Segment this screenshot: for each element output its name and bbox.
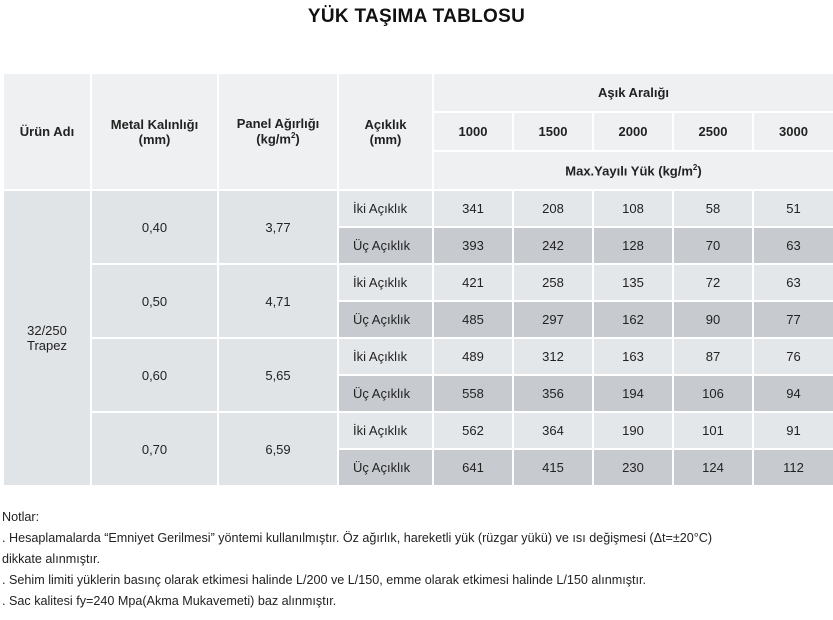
table-row xyxy=(3,264,833,301)
load-value: 76 xyxy=(753,338,833,375)
thickness-cell: 0,60 xyxy=(91,338,218,412)
load-value: 106 xyxy=(673,375,753,412)
header-panel-unit: $(kg/m^2)$ xyxy=(256,131,300,147)
span-type-label: Üç Açıklık xyxy=(338,375,433,412)
load-value: 163 xyxy=(593,338,673,375)
header-purlin-value: 2500 xyxy=(673,112,753,151)
header-metal-thickness xyxy=(91,73,218,190)
thickness-cell: 0,70 xyxy=(91,412,218,486)
load-value: 77 xyxy=(753,301,833,338)
span-type-label: Üç Açıklık xyxy=(338,301,433,338)
load-value: 87 xyxy=(673,338,753,375)
load-value: 258 xyxy=(513,264,593,301)
header-panel-label: Panel Ağırlığı xyxy=(236,116,320,132)
header-purlin-value: 1000 xyxy=(433,112,513,151)
load-value: 364 xyxy=(513,412,593,449)
notes-section xyxy=(2,507,830,612)
load-value: 415 xyxy=(513,449,593,486)
load-value: 94 xyxy=(753,375,833,412)
span-type-label: Üç Açıklık xyxy=(338,227,433,264)
load-value: 312 xyxy=(513,338,593,375)
note-line: . Hesaplamalarda “Emniyet Gerilmesi” yöntemi kullanılmıştır. Öz ağırlık, hareketli yük (rüzgar yükü) ve ısı değişmesi (Δt=±20°C) xyxy=(2,531,713,545)
load-value: 558 xyxy=(433,375,513,412)
note-line: dikkate alınmıştır. xyxy=(2,552,100,566)
load-value: 63 xyxy=(753,264,833,301)
load-value: 63 xyxy=(753,227,833,264)
table-row xyxy=(3,190,833,227)
load-value: 230 xyxy=(593,449,673,486)
product-name-cell xyxy=(3,190,91,486)
load-value: 242 xyxy=(513,227,593,264)
load-value: 72 xyxy=(673,264,753,301)
header-panel-weight xyxy=(218,73,338,190)
load-value: 421 xyxy=(433,264,513,301)
span-type-label: İki Açıklık xyxy=(338,338,433,375)
header-metal-label: Metal Kalınlığı xyxy=(110,116,199,132)
product-name-line1: 32/250 xyxy=(27,323,67,338)
page-title: YÜK TAŞIMA TABLOSU xyxy=(307,6,526,27)
load-value: 489 xyxy=(433,338,513,375)
weight-cell: 5,65 xyxy=(218,338,338,412)
load-value: 356 xyxy=(513,375,593,412)
thickness-cell: 0,50 xyxy=(91,264,218,338)
header-max-load: Max.Yayılı Yük $(kg/m^2)$ xyxy=(433,151,833,190)
note-line: . Sac kalitesi fy=240 Mpa(Akma Mukavemeti) baz alınmıştır. xyxy=(2,594,337,608)
load-value: 124 xyxy=(673,449,753,486)
header-span-unit: (mm) xyxy=(369,131,402,147)
load-value: 51 xyxy=(753,190,833,227)
thickness-cell: 0,40 xyxy=(91,190,218,264)
load-value: 641 xyxy=(433,449,513,486)
load-value: 341 xyxy=(433,190,513,227)
note-line: . Sehim limiti yüklerin basınç olarak etkimesi halinde L/200 ve L/150, emme olarak etkimesi halinde L/150 alınmıştır. xyxy=(2,573,646,587)
header-span-label: Açıklık xyxy=(364,116,407,132)
header-purlin-label: Aşık Aralığı xyxy=(597,85,670,100)
product-name-line2: Trapez xyxy=(27,338,67,353)
load-value: 70 xyxy=(673,227,753,264)
load-value: 128 xyxy=(593,227,673,264)
load-value: 58 xyxy=(673,190,753,227)
header-span xyxy=(338,73,433,190)
load-value: 194 xyxy=(593,375,673,412)
load-value: 91 xyxy=(753,412,833,449)
load-value: 208 xyxy=(513,190,593,227)
weight-cell: 4,71 xyxy=(218,264,338,338)
table-row xyxy=(3,412,833,449)
span-type-label: Üç Açıklık xyxy=(338,449,433,486)
load-value: 101 xyxy=(673,412,753,449)
load-value: 108 xyxy=(593,190,673,227)
load-value: 190 xyxy=(593,412,673,449)
span-type-label: İki Açıklık xyxy=(338,264,433,301)
header-purlin-spacing xyxy=(433,73,833,112)
weight-cell: 3,77 xyxy=(218,190,338,264)
weight-cell: 6,59 xyxy=(218,412,338,486)
table-row xyxy=(3,338,833,375)
span-type-label: İki Açıklık xyxy=(338,412,433,449)
header-metal-unit: (mm) xyxy=(138,131,171,147)
load-table xyxy=(2,72,833,487)
load-value: 393 xyxy=(433,227,513,264)
header-purlin-value: 1500 xyxy=(513,112,593,151)
span-type-label: İki Açıklık xyxy=(338,190,433,227)
load-value: 90 xyxy=(673,301,753,338)
header-purlin-value: 2000 xyxy=(593,112,673,151)
header-product-label: Ürün Adı xyxy=(19,124,75,139)
header-purlin-value: 3000 xyxy=(753,112,833,151)
load-value: 162 xyxy=(593,301,673,338)
load-value: 562 xyxy=(433,412,513,449)
load-value: 297 xyxy=(513,301,593,338)
header-product xyxy=(3,73,91,190)
load-value: 135 xyxy=(593,264,673,301)
load-value: 112 xyxy=(753,449,833,486)
load-value: 485 xyxy=(433,301,513,338)
notes-heading: Notlar: xyxy=(2,510,40,524)
